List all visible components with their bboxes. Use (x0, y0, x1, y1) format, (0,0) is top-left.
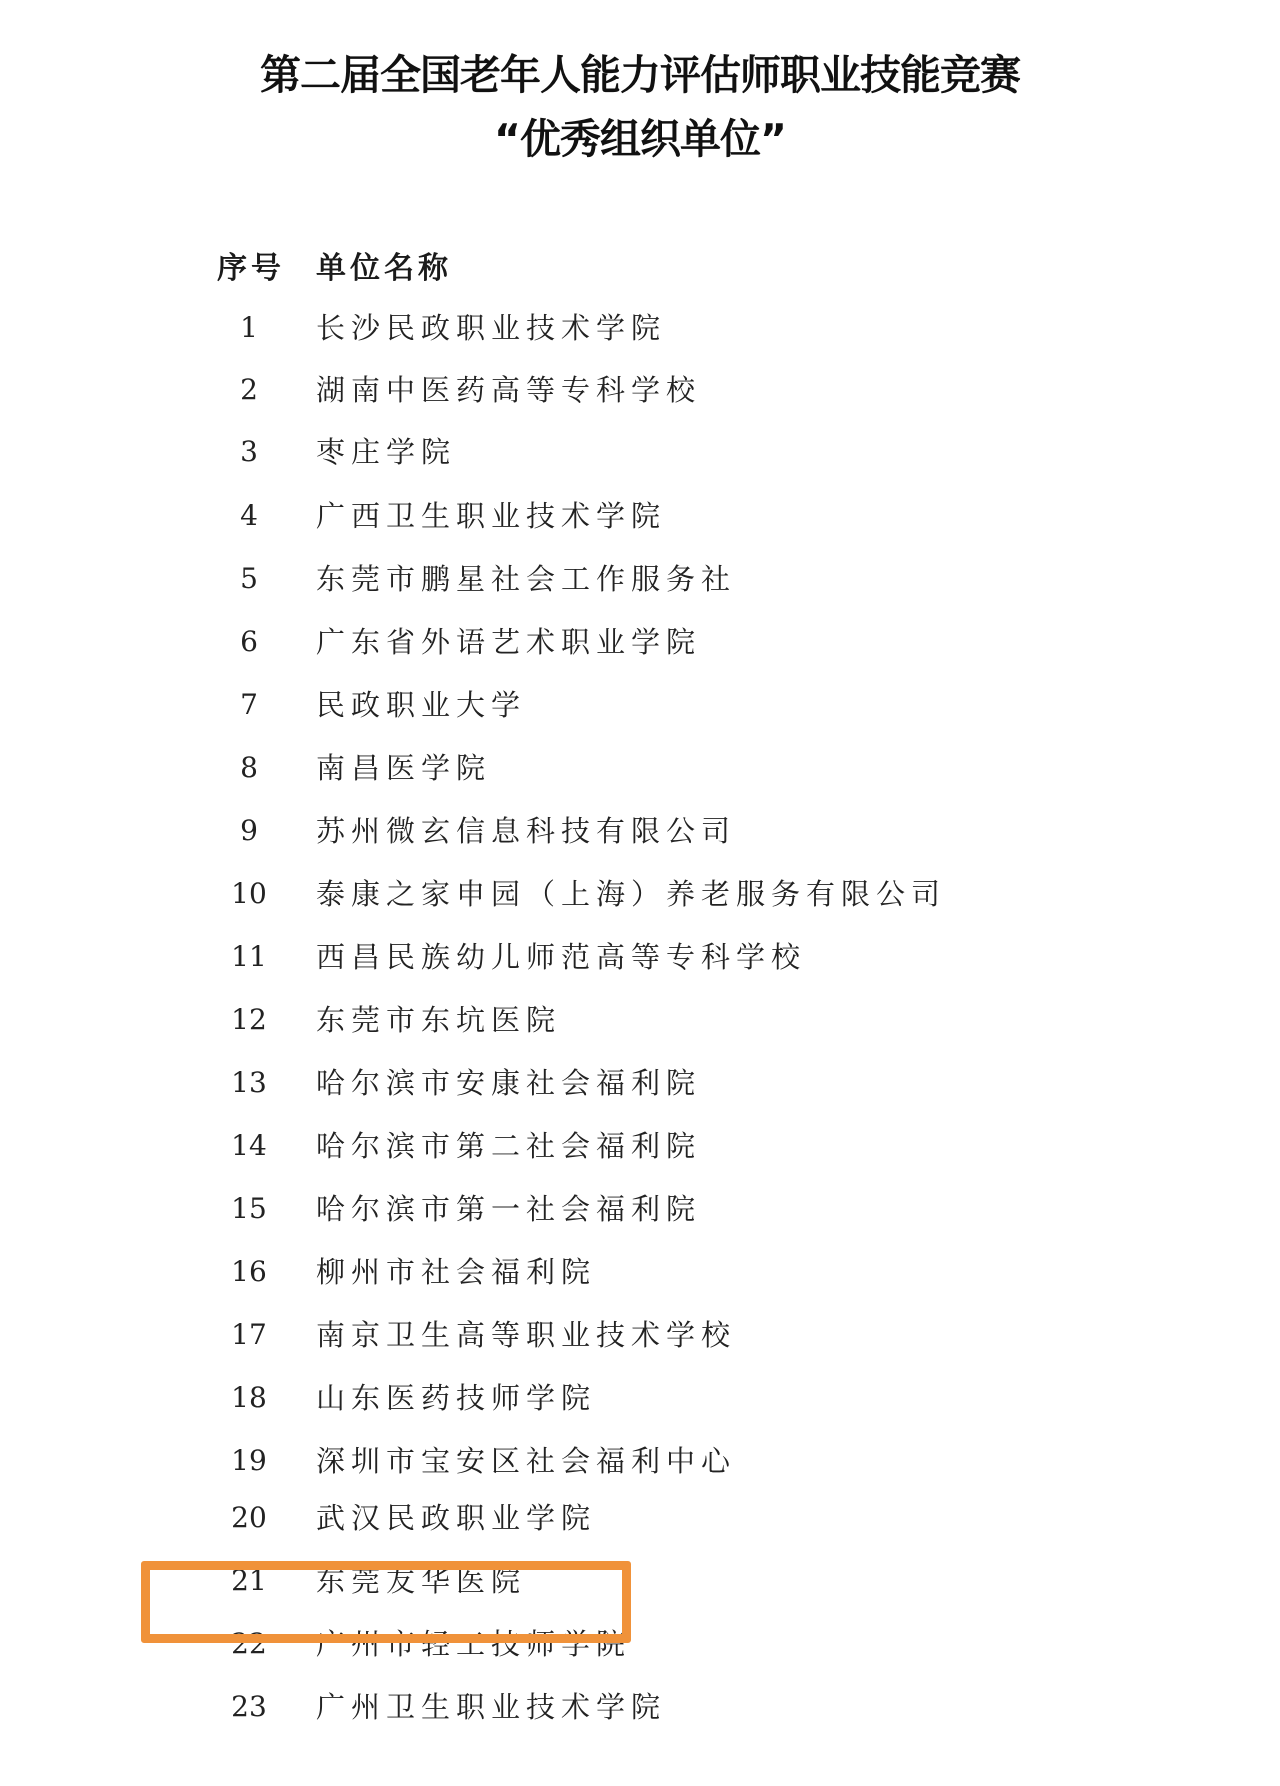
row-number: 6 (240, 625, 258, 658)
table-row (0, 1061, 1280, 1105)
table-row (0, 306, 1280, 350)
table-row (0, 809, 1280, 853)
table-row (0, 1250, 1280, 1294)
row-unit-name: 西昌民族幼儿师范高等专科学校 (316, 940, 807, 974)
row-number: 1 (240, 311, 258, 344)
row-number: 18 (231, 1381, 267, 1414)
row-number: 2 (240, 373, 258, 406)
document-title: 第二届全国老年人能力评估师职业技能竞赛 (260, 51, 1020, 99)
table-row (0, 935, 1280, 979)
table-row (0, 1439, 1280, 1483)
row-number: 17 (231, 1318, 267, 1351)
row-number: 20 (231, 1501, 267, 1534)
row-number: 12 (231, 1003, 267, 1036)
row-unit-name: 民政职业大学 (316, 688, 527, 722)
table-row (0, 1685, 1280, 1729)
row-unit-name: 长沙民政职业技术学院 (316, 311, 667, 345)
table-row (0, 1376, 1280, 1420)
row-unit-name: 东莞市东坑医院 (316, 1003, 562, 1037)
table-row (0, 998, 1280, 1042)
row-number: 11 (231, 940, 267, 973)
table-row (0, 746, 1280, 790)
table-row (0, 1313, 1280, 1357)
table-row (0, 1496, 1280, 1540)
row-number: 7 (240, 688, 258, 721)
row-number: 9 (240, 814, 258, 847)
row-number: 8 (240, 751, 258, 784)
row-unit-name: 广州卫生职业技术学院 (316, 1690, 667, 1724)
row-number: 23 (231, 1690, 267, 1723)
highlight-box (141, 1561, 631, 1643)
row-number: 13 (231, 1066, 267, 1099)
row-unit-name: 哈尔滨市第一社会福利院 (316, 1192, 702, 1226)
row-unit-name: 广西卫生职业技术学院 (316, 499, 667, 533)
table-row (0, 368, 1280, 412)
row-number: 22 (231, 1627, 267, 1660)
table-row (0, 683, 1280, 727)
document-subtitle: “优秀组织单位” (494, 115, 786, 163)
table-row (0, 494, 1280, 538)
row-number: 19 (231, 1444, 267, 1477)
row-number: 15 (231, 1192, 267, 1225)
row-number: 3 (240, 435, 258, 468)
row-unit-name: 柳州市社会福利院 (316, 1255, 597, 1289)
row-unit-name: 武汉民政职业学院 (316, 1501, 597, 1535)
table-row (0, 1124, 1280, 1168)
table-row (0, 430, 1280, 474)
column-header-unit-name: 单位名称 (316, 251, 452, 286)
row-unit-name: 哈尔滨市安康社会福利院 (316, 1066, 702, 1100)
row-unit-name: 南京卫生高等职业技术学校 (316, 1318, 737, 1352)
row-unit-name: 山东医药技师学院 (316, 1381, 597, 1415)
row-unit-name: 南昌医学院 (316, 751, 492, 785)
row-unit-name: 哈尔滨市第二社会福利院 (316, 1129, 702, 1163)
row-number: 5 (240, 562, 258, 595)
row-number: 16 (231, 1255, 267, 1288)
row-unit-name: 枣庄学院 (316, 435, 457, 469)
row-number: 4 (240, 499, 258, 532)
column-header-number: 序号 (217, 251, 285, 286)
table-row (0, 620, 1280, 664)
row-unit-name: 东莞友华医院 (316, 1564, 527, 1598)
row-unit-name: 广州市轻工技师学院 (316, 1627, 632, 1661)
row-unit-name: 苏州微玄信息科技有限公司 (316, 814, 737, 848)
row-unit-name: 泰康之家申园（上海）养老服务有限公司 (316, 877, 947, 911)
row-unit-name: 深圳市宝安区社会福利中心 (316, 1444, 737, 1478)
table-row (0, 557, 1280, 601)
table-row (0, 1187, 1280, 1231)
table-row (0, 872, 1280, 916)
row-unit-name: 湖南中医药高等专科学校 (316, 373, 702, 407)
row-unit-name: 广东省外语艺术职业学院 (316, 625, 702, 659)
row-number: 10 (231, 877, 267, 910)
row-number: 14 (231, 1129, 267, 1162)
row-number: 21 (231, 1564, 267, 1597)
row-unit-name: 东莞市鹏星社会工作服务社 (316, 562, 737, 596)
